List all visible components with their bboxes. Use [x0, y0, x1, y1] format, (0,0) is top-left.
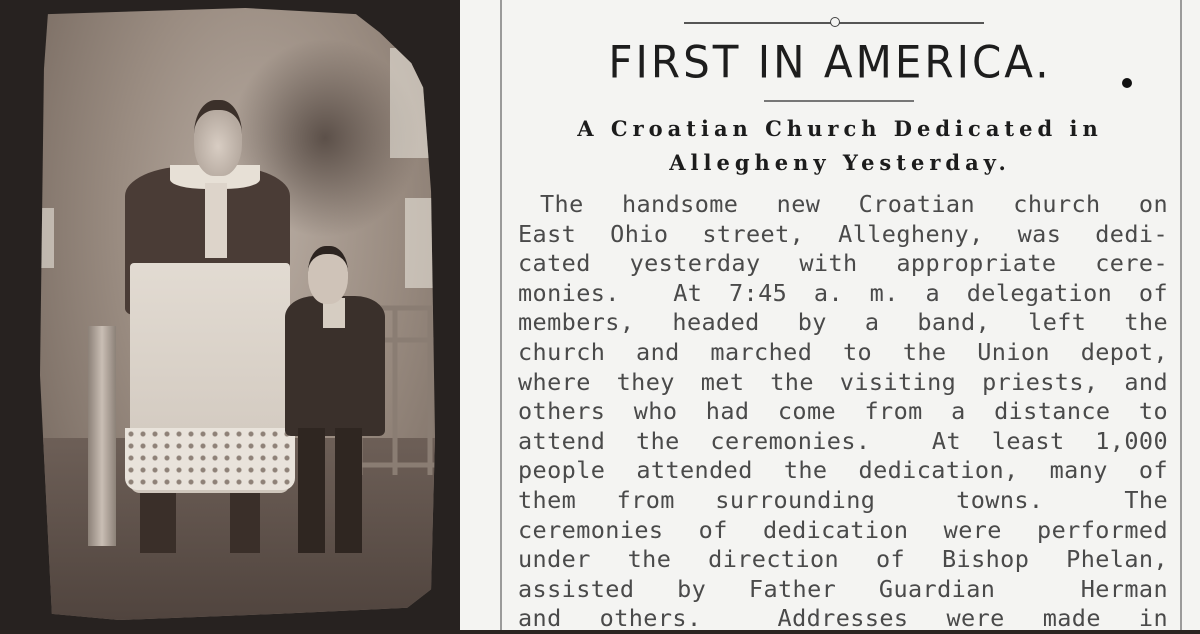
body-line: them from surrounding towns. The	[518, 485, 1168, 514]
body-line: where they met the visiting priests, and	[518, 367, 1168, 396]
column-rule	[1180, 0, 1182, 630]
photo-panel	[0, 0, 460, 630]
body-line: under the direction of Bishop Phelan,	[518, 545, 1168, 574]
headline-rule	[764, 100, 914, 102]
vintage-portrait-photo	[40, 8, 435, 620]
woman-blouse	[205, 183, 227, 258]
body-line: people attended the dedication, many of	[518, 456, 1168, 485]
apron-lace-trim	[125, 428, 295, 490]
boy-head	[308, 246, 348, 304]
ornament-dot	[830, 17, 840, 27]
body-line: cated yesterday with appropriate cere-	[518, 249, 1168, 278]
body-line: and others. Addresses were made in	[518, 604, 1168, 633]
photo-damage	[40, 208, 54, 268]
article-headline: FIRST IN AMERICA.	[608, 36, 1052, 89]
ink-blot	[1122, 78, 1132, 88]
column-pedestal	[88, 326, 116, 546]
ornament-rule	[684, 22, 984, 24]
body-line: ceremonies of dedication were performed	[518, 515, 1168, 544]
body-line: The handsome new Croatian church on	[540, 190, 1168, 218]
photo-damage	[405, 198, 435, 288]
body-line: monies. At 7:45 a. m. a delegation of	[518, 278, 1168, 307]
body-line: attend the ceremonies. At least 1,000	[518, 426, 1168, 455]
body-line: assisted by Father Guardian Herman	[518, 574, 1168, 603]
boy-legs	[298, 428, 362, 553]
article-subhead-line2: Allegheny Yesterday.	[669, 150, 1011, 175]
body-line: church and marched to the Union depot,	[518, 337, 1168, 366]
article-subhead-line1: A Croatian Church Dedicated in	[577, 116, 1103, 141]
column-rule	[500, 0, 502, 630]
article-body	[518, 190, 1168, 634]
photo-damage	[390, 48, 430, 158]
body-line: members, headed by a band, left the	[518, 308, 1168, 337]
woman-shoes	[140, 493, 260, 553]
newspaper-clipping	[460, 0, 1200, 633]
body-line: others who had come from a distance to	[518, 397, 1168, 426]
woman-head	[194, 100, 242, 176]
body-line: East Ohio street, Allegheny, was dedi-	[518, 219, 1168, 248]
